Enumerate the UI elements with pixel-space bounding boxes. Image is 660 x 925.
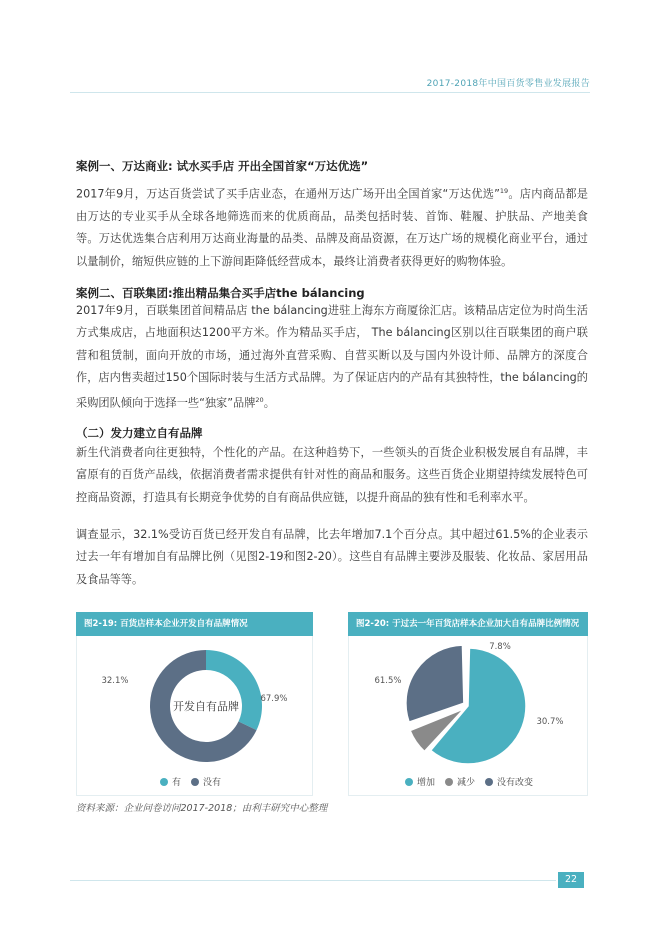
fig2-legend-swatch-2 bbox=[485, 778, 493, 786]
case-2-body-part-1: 2017年9月，百联集团首间精品店 the bálancing进驻上海东方商厦徐汇店。该精品店定位为时尚生活方式集成店，占地面积达1200平方米。作为精品买手店， The bálancing区别以往百联集团的商户联营和租赁制，面向开放的市场，通过海外直营采购、自营买断以及与国内外设计师、品牌方的深度合作，店内售卖超过150个国际时装与生活方式品牌。为了保证店内的产品有其独特性，the bálancing的采购团队倾向于选择一些“独家”品牌 bbox=[76, 304, 588, 410]
section-2-title: （二）发力建立自有品牌 bbox=[76, 426, 203, 440]
fig2-legend-item-1 bbox=[445, 775, 475, 788]
page-number: 22 bbox=[558, 872, 584, 888]
fig2-slice-label-0: 61.5% bbox=[374, 676, 402, 686]
fig1-slice-0 bbox=[206, 650, 262, 730]
fig1-center-label: 开发自有品牌 bbox=[173, 700, 239, 713]
fig1-slice-label-0: 32.1% bbox=[101, 676, 129, 686]
figure-2-19-legend bbox=[160, 775, 221, 788]
fig2-slice-label-1: 7.8% bbox=[489, 642, 511, 652]
case-2-body-part-2: 。 bbox=[263, 396, 275, 410]
fig2-legend-item-2 bbox=[485, 775, 533, 788]
fig1-legend-swatch-0 bbox=[160, 778, 168, 786]
footer-divider bbox=[70, 880, 556, 881]
figure-2-19-donut-chart bbox=[76, 636, 313, 776]
fig1-legend-swatch-1 bbox=[191, 778, 199, 786]
fig1-slice-label-1: 67.9% bbox=[260, 694, 288, 704]
fig2-slice-2 bbox=[406, 645, 464, 722]
case-1-body-part-1: 2017年9月，万达百货尝试了买手店业态，在通州万达广场开出全国首家“万达优选” bbox=[76, 187, 500, 201]
fig2-legend-label-0: 增加 bbox=[417, 778, 436, 788]
fig1-legend-item-0 bbox=[160, 775, 181, 788]
fig2-legend-swatch-1 bbox=[445, 778, 453, 786]
case-1-title: 案例一、万达商业: 试水买手店 开出全国首家“万达优选” bbox=[76, 159, 369, 173]
section-2-paragraph-2: 调查显示，32.1%受访百货已经开发自有品牌，比去年增加7.1个百分点。其中超过61.5%的企业表示过去一年有增加自有品牌比例（见图2-19和图2-20）。这些自有品牌主要涉及服装、化妆品、家居用品及食品等等。 bbox=[76, 528, 588, 586]
fig1-legend-label-1: 没有 bbox=[203, 778, 222, 788]
fig2-legend-label-2: 没有改变 bbox=[497, 778, 534, 788]
footnote-19[interactable]: 19 bbox=[499, 187, 509, 195]
fig1-legend-item-1 bbox=[191, 775, 221, 788]
case-2-title: 案例二、百联集团:推出精品集合买手店the bálancing bbox=[76, 286, 365, 300]
fig2-legend-swatch-0 bbox=[405, 778, 413, 786]
case-1-body bbox=[76, 180, 588, 273]
fig2-legend-label-1: 减少 bbox=[457, 778, 476, 788]
case-1-body-part-2: 。店内商品都是由万达的专业买手从全球各地筛选而来的优质商品，品类包括时装、首饰、鞋履、护肤品、产地美食等。万达优选集合店利用万达商业海量的品类、品牌及商品资源，在万达广场的规模化商业平台，通过以量制价，缩短供应链的上下游间距降低经营成本，最终让消费者获得更好的购物体验。 bbox=[76, 187, 588, 268]
footnote-20[interactable]: 20 bbox=[255, 396, 264, 405]
figure-2-19-title: 图2-19: 百货店样本企业开发自有品牌情况 bbox=[76, 612, 313, 636]
header-divider bbox=[70, 92, 590, 93]
fig2-slice-label-2: 30.7% bbox=[536, 717, 564, 727]
fig1-legend-label-0: 有 bbox=[172, 778, 182, 788]
source-note: 资料来源：企业问卷访问2017-2018；由利丰研究中心整理 bbox=[76, 803, 328, 814]
case-2-body bbox=[76, 300, 588, 415]
figure-2-20-pie-chart bbox=[348, 636, 588, 776]
figure-2-20-legend bbox=[405, 775, 533, 788]
report-header-title: 2017-2018年中国百货零售业发展报告 bbox=[426, 79, 590, 89]
section-2-paragraph-1: 新生代消费者向往更独特，个性化的产品。在这种趋势下，一些领头的百货企业积极发展自有品牌，丰富原有的百货产品线，依据消费者需求提供有针对性的商品和服务。这些百货企业期望持续发展特色可控商品资源，打造具有长期竞争优势的自有商品供应链，以提升商品的独有性和毛利率水平。 bbox=[76, 446, 588, 504]
figure-2-20-title: 图2-20: 于过去一年百货店样本企业加大自有品牌比例情况 bbox=[348, 612, 588, 636]
fig2-legend-item-0 bbox=[405, 775, 435, 788]
